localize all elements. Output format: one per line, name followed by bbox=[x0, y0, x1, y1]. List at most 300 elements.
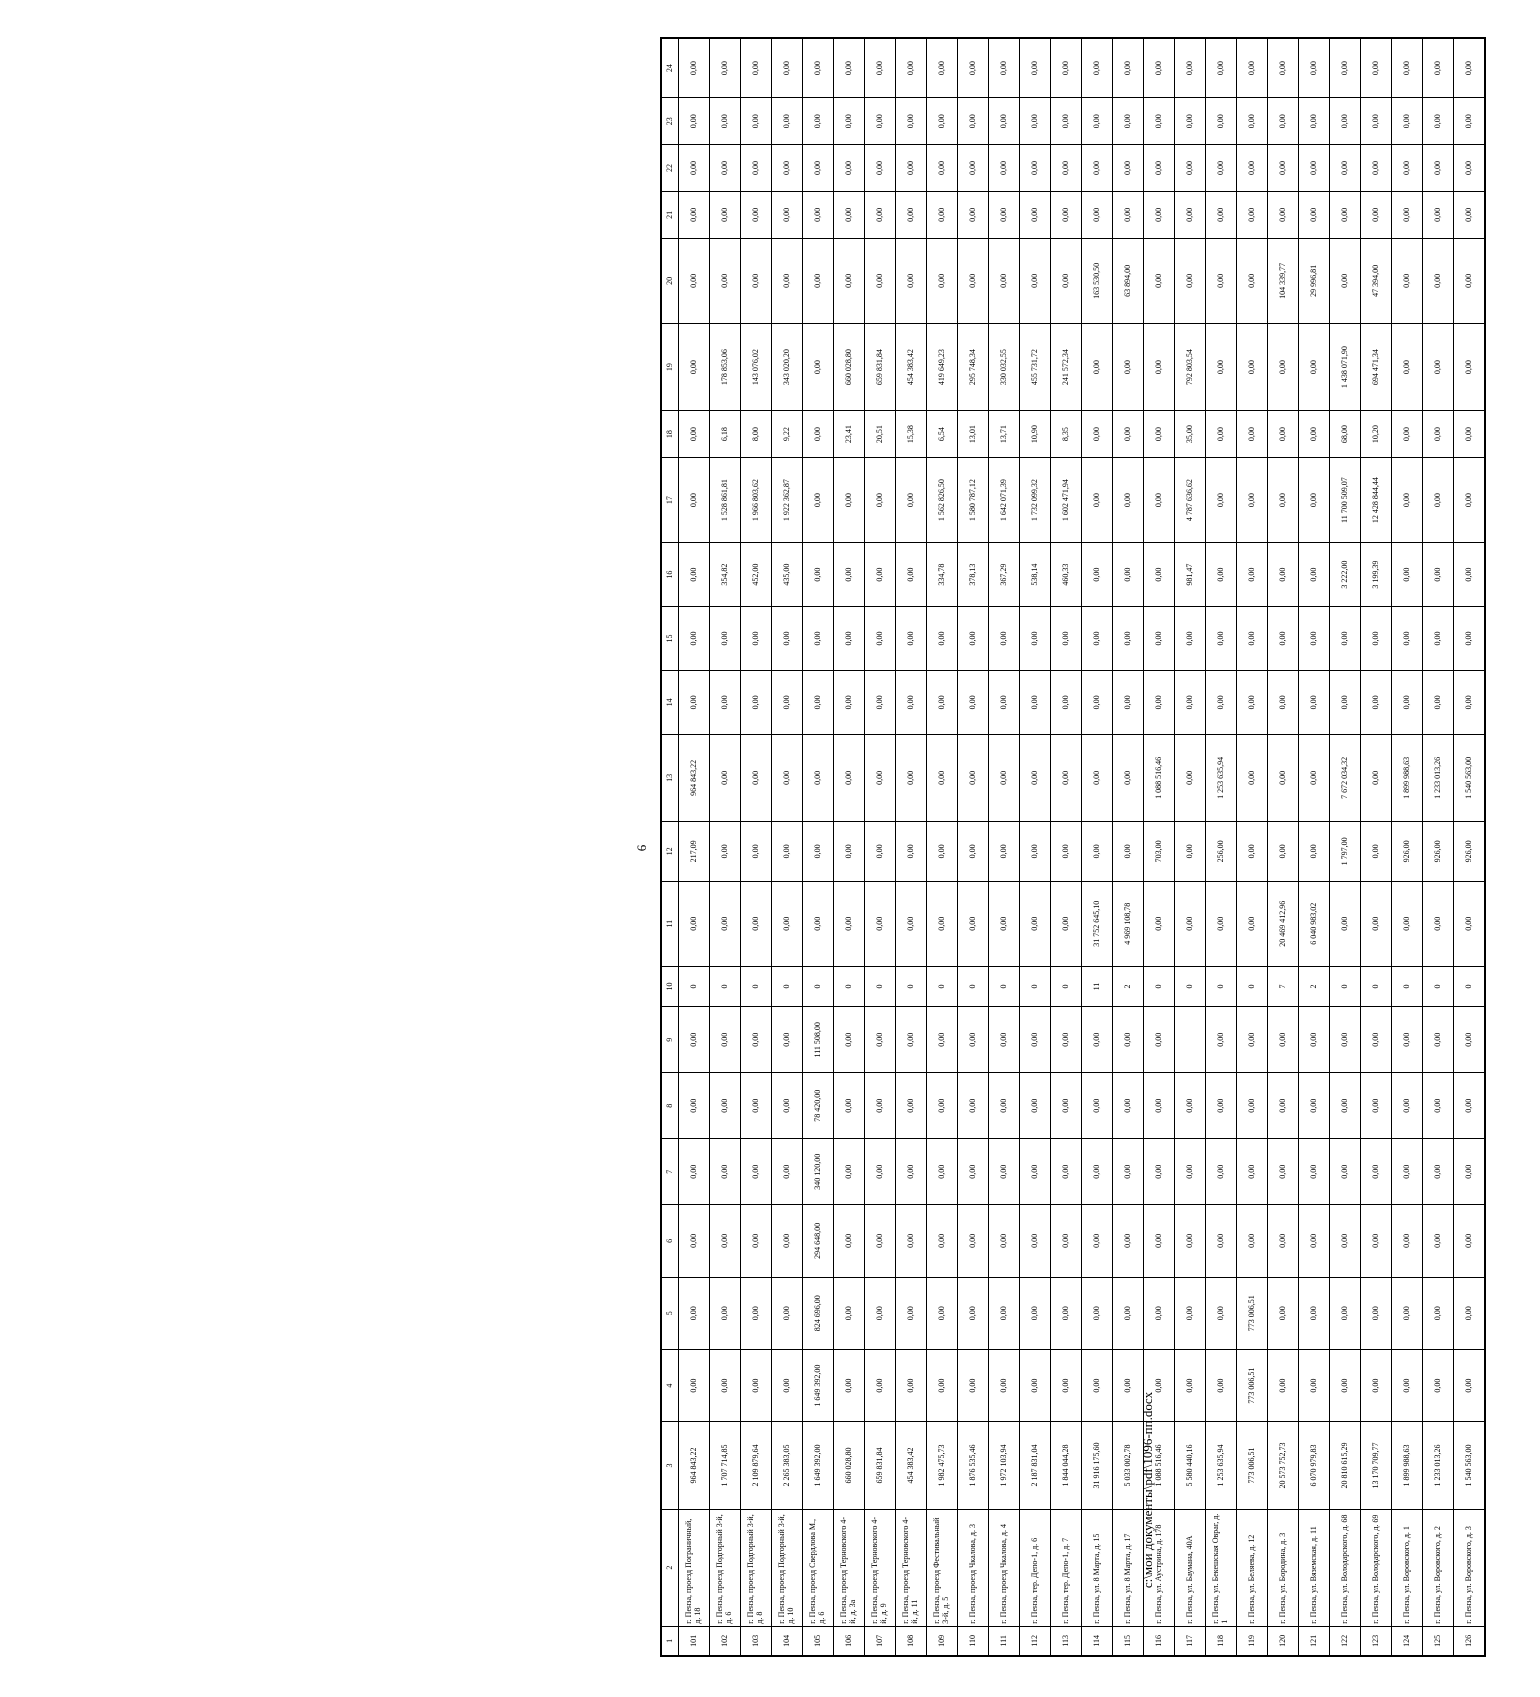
table-cell: 0,00 bbox=[1299, 458, 1330, 543]
table-cell: 0,00 bbox=[1020, 98, 1051, 145]
table-cell: 0,00 bbox=[1082, 1349, 1113, 1421]
table-cell: 1 844 044,28 bbox=[1051, 1422, 1082, 1509]
table-cell: 178 853,06 bbox=[710, 323, 741, 410]
table-cell: 0,00 bbox=[1144, 607, 1175, 671]
table-cell: 0,00 bbox=[1454, 1205, 1486, 1277]
table-cell: 0,00 bbox=[1082, 1139, 1113, 1205]
column-header: 22 bbox=[661, 145, 679, 192]
table-cell: 0,00 bbox=[865, 38, 896, 98]
table-cell: 0,00 bbox=[1423, 1007, 1454, 1073]
table-cell: 3 222,00 bbox=[1330, 543, 1361, 607]
table-cell: 0,00 bbox=[1206, 543, 1237, 607]
table-cell: 0,00 bbox=[1082, 1007, 1113, 1073]
table-cell: 0 bbox=[1051, 966, 1082, 1006]
table-cell: 0,00 bbox=[896, 1073, 927, 1139]
table-cell: 0,00 bbox=[679, 543, 710, 607]
table-cell: 0,00 bbox=[803, 607, 834, 671]
table-cell: 0,00 bbox=[896, 1007, 927, 1073]
table-cell: 0,00 bbox=[1051, 734, 1082, 821]
table-cell: 0,00 bbox=[1268, 670, 1299, 734]
table-cell: 0,00 bbox=[1423, 543, 1454, 607]
address-cell: г. Пенза, проезд Терновского 4-й, д. 9 bbox=[865, 1509, 896, 1626]
table-cell: 0,00 bbox=[772, 1205, 803, 1277]
table-cell: 0 bbox=[1237, 966, 1268, 1006]
column-header: 10 bbox=[661, 966, 679, 1006]
table-cell: 0,00 bbox=[896, 98, 927, 145]
table-cell: 0,00 bbox=[958, 822, 989, 882]
table-cell: 0,00 bbox=[1206, 145, 1237, 192]
table-cell: 0,00 bbox=[710, 191, 741, 238]
table-cell: 0,00 bbox=[1423, 238, 1454, 323]
table-cell: 0,00 bbox=[1175, 734, 1206, 821]
table-cell: 68,00 bbox=[1330, 411, 1361, 458]
table-cell: 0,00 bbox=[958, 191, 989, 238]
table-cell: 0,00 bbox=[1268, 191, 1299, 238]
table-cell: 0,00 bbox=[772, 734, 803, 821]
table-row bbox=[803, 38, 834, 1656]
table-cell: 0,00 bbox=[1392, 411, 1423, 458]
table-cell: 0,00 bbox=[803, 145, 834, 192]
table-cell: 0,00 bbox=[1268, 411, 1299, 458]
table-cell: 660 028,80 bbox=[834, 323, 865, 410]
table-cell: 0,00 bbox=[958, 734, 989, 821]
address-cell: г. Пенза, ул. Аустрина, д. 178 bbox=[1144, 1509, 1175, 1626]
table-cell: 0,00 bbox=[710, 1073, 741, 1139]
table-cell: 0,00 bbox=[1237, 98, 1268, 145]
table-cell: 1 642 071,39 bbox=[989, 458, 1020, 543]
table-cell: 0,00 bbox=[1423, 323, 1454, 410]
table-cell: 0,00 bbox=[1113, 607, 1144, 671]
table-cell: 0,00 bbox=[1423, 191, 1454, 238]
table-cell: 0,00 bbox=[1082, 1205, 1113, 1277]
table-cell: 0,00 bbox=[1392, 1277, 1423, 1349]
table-cell: 6 070 979,83 bbox=[1299, 1422, 1330, 1509]
table-cell: 109 bbox=[927, 1626, 958, 1656]
column-header: 6 bbox=[661, 1205, 679, 1277]
table-cell: 0,00 bbox=[989, 670, 1020, 734]
table-cell: 0,00 bbox=[1392, 323, 1423, 410]
table-cell: 330 032,55 bbox=[989, 323, 1020, 410]
table-cell: 0,00 bbox=[741, 238, 772, 323]
table-cell: 0,00 bbox=[1175, 38, 1206, 98]
table-cell: 0,00 bbox=[1175, 1205, 1206, 1277]
table-cell: 0,00 bbox=[1423, 145, 1454, 192]
column-header: 2 bbox=[661, 1509, 679, 1626]
table-cell: 118 bbox=[1206, 1626, 1237, 1656]
table-cell: 0,00 bbox=[958, 881, 989, 966]
table-cell: 1 732 099,32 bbox=[1020, 458, 1051, 543]
table-cell: 0,00 bbox=[710, 734, 741, 821]
table-cell: 0,00 bbox=[1361, 1349, 1392, 1421]
table-cell: 0,00 bbox=[1082, 411, 1113, 458]
column-header: 9 bbox=[661, 1007, 679, 1073]
table-cell: 0,00 bbox=[679, 1205, 710, 1277]
address-cell: г. Пенза, ул. 8 Марта, д. 17 bbox=[1113, 1509, 1144, 1626]
table-cell: 703,00 bbox=[1144, 822, 1175, 882]
table-cell: 0,00 bbox=[927, 191, 958, 238]
table-cell: 367,29 bbox=[989, 543, 1020, 607]
table-cell: 0,00 bbox=[989, 1277, 1020, 1349]
table-cell: 0,00 bbox=[1330, 607, 1361, 671]
table-cell: 0,00 bbox=[1082, 607, 1113, 671]
table-cell: 0,00 bbox=[1361, 1205, 1392, 1277]
table-cell: 0,00 bbox=[834, 458, 865, 543]
table-cell: 0,00 bbox=[1175, 145, 1206, 192]
table-cell: 0,00 bbox=[1175, 98, 1206, 145]
table-cell: 0,00 bbox=[1237, 38, 1268, 98]
table-cell: 0,00 bbox=[679, 38, 710, 98]
table-cell: 0,00 bbox=[741, 1073, 772, 1139]
table-cell: 0,00 bbox=[1113, 98, 1144, 145]
column-header: 7 bbox=[661, 1139, 679, 1205]
table-cell: 0,00 bbox=[710, 98, 741, 145]
table-cell: 115 bbox=[1113, 1626, 1144, 1656]
table-cell: 0,00 bbox=[1299, 822, 1330, 882]
address-cell: г. Пенза, проезд Подгорный 3-й, д. 8 bbox=[741, 1509, 772, 1626]
table-cell: 773 006,51 bbox=[1237, 1277, 1268, 1349]
table-cell: 5 033 002,78 bbox=[1113, 1422, 1144, 1509]
table-cell: 0,00 bbox=[1299, 1007, 1330, 1073]
table-cell: 0,00 bbox=[1330, 145, 1361, 192]
table-cell: 110 bbox=[958, 1626, 989, 1656]
table-cell: 11 bbox=[1082, 966, 1113, 1006]
table-row bbox=[1268, 38, 1299, 1656]
table-cell: 1 649 392,00 bbox=[803, 1349, 834, 1421]
table-cell: 0,00 bbox=[834, 734, 865, 821]
table-cell: 0,00 bbox=[1113, 1007, 1144, 1073]
table-cell: 0,00 bbox=[834, 822, 865, 882]
column-header: 8 bbox=[661, 1073, 679, 1139]
table-cell: 0,00 bbox=[710, 881, 741, 966]
table-cell: 0,00 bbox=[1237, 458, 1268, 543]
table-cell: 0,00 bbox=[803, 323, 834, 410]
rotated-table-container bbox=[660, 37, 1540, 1657]
table-cell: 0,00 bbox=[834, 670, 865, 734]
table-cell: 0,00 bbox=[772, 1349, 803, 1421]
table-cell: 0,00 bbox=[1020, 1349, 1051, 1421]
table-cell: 0,00 bbox=[958, 1073, 989, 1139]
table-cell: 1 899 988,63 bbox=[1392, 734, 1423, 821]
table-cell: 926,00 bbox=[1423, 822, 1454, 882]
column-header: 13 bbox=[661, 734, 679, 821]
table-cell: 0,00 bbox=[834, 191, 865, 238]
table-cell: 0,00 bbox=[1330, 1007, 1361, 1073]
table-cell: 6,54 bbox=[927, 411, 958, 458]
table-cell: 0,00 bbox=[1330, 881, 1361, 966]
table-cell: 0,00 bbox=[772, 238, 803, 323]
table-cell: 0,00 bbox=[834, 1073, 865, 1139]
table-cell: 0,00 bbox=[989, 1007, 1020, 1073]
table-cell: 31 916 175,60 bbox=[1082, 1422, 1113, 1509]
table-cell: 0,00 bbox=[927, 670, 958, 734]
table-cell: 0,00 bbox=[710, 1205, 741, 1277]
table-cell: 1 088 516,46 bbox=[1144, 734, 1175, 821]
table-cell: 20 469 412,96 bbox=[1268, 881, 1299, 966]
table-cell: 0,00 bbox=[1361, 191, 1392, 238]
table-cell: 0,00 bbox=[772, 1139, 803, 1205]
table-cell: 123 bbox=[1361, 1626, 1392, 1656]
table-cell: 0 bbox=[741, 966, 772, 1006]
table-cell: 0,00 bbox=[1020, 734, 1051, 821]
address-cell: г. Пенза, тер. Депо-1, д. 7 bbox=[1051, 1509, 1082, 1626]
table-cell: 0,00 bbox=[958, 98, 989, 145]
table-cell: 0,00 bbox=[989, 238, 1020, 323]
table-row bbox=[1175, 38, 1206, 1656]
table-cell: 0,00 bbox=[865, 881, 896, 966]
table-cell: 0,00 bbox=[1144, 1139, 1175, 1205]
table-cell: 0,00 bbox=[865, 543, 896, 607]
table-cell: 0,00 bbox=[1454, 1349, 1486, 1421]
table-cell: 106 bbox=[834, 1626, 865, 1656]
table-cell: 0,00 bbox=[896, 607, 927, 671]
table-cell: 0,00 bbox=[1113, 1073, 1144, 1139]
table-cell: 0 bbox=[679, 966, 710, 1006]
table-cell: 0,00 bbox=[803, 191, 834, 238]
table-cell: 0,00 bbox=[1330, 238, 1361, 323]
address-cell: г. Пенза, ул. Воровского, д. 3 bbox=[1454, 1509, 1486, 1626]
table-cell: 0,00 bbox=[772, 1007, 803, 1073]
table-cell: 0,00 bbox=[710, 1349, 741, 1421]
table-cell: 0 bbox=[1361, 966, 1392, 1006]
table-cell: 0,00 bbox=[803, 670, 834, 734]
table-cell: 0,00 bbox=[1268, 458, 1299, 543]
table-cell: 0,00 bbox=[958, 607, 989, 671]
table-cell: 0,00 bbox=[958, 238, 989, 323]
column-header: 4 bbox=[661, 1349, 679, 1421]
table-cell: 659 831,84 bbox=[865, 323, 896, 410]
address-cell: г. Пенза, ул. Баумана, 40А bbox=[1175, 1509, 1206, 1626]
table-row bbox=[710, 38, 741, 1656]
table-cell: 0,00 bbox=[1454, 191, 1486, 238]
table-cell: 0 bbox=[989, 966, 1020, 1006]
table-cell: 0,00 bbox=[1268, 1139, 1299, 1205]
table-cell: 0,00 bbox=[803, 543, 834, 607]
table-row bbox=[1330, 38, 1361, 1656]
table-cell: 6 040 983,02 bbox=[1299, 881, 1330, 966]
table-cell: 0,00 bbox=[896, 1139, 927, 1205]
table-cell: 0,00 bbox=[1206, 1277, 1237, 1349]
table-row bbox=[741, 38, 772, 1656]
table-cell: 0,00 bbox=[679, 1349, 710, 1421]
table-cell: 0,00 bbox=[1361, 607, 1392, 671]
table-cell: 0,00 bbox=[679, 881, 710, 966]
table-cell: 0,00 bbox=[1144, 38, 1175, 98]
table-cell: 163 530,50 bbox=[1082, 238, 1113, 323]
table-cell: 1 438 071,90 bbox=[1330, 323, 1361, 410]
table-cell: 0,00 bbox=[1423, 1277, 1454, 1349]
table-cell: 0,00 bbox=[958, 1277, 989, 1349]
column-header: 16 bbox=[661, 543, 679, 607]
table-row bbox=[1392, 38, 1423, 1656]
table-row bbox=[1082, 38, 1113, 1656]
table-cell: 0,00 bbox=[803, 411, 834, 458]
table-cell: 0,00 bbox=[1268, 734, 1299, 821]
table-cell: 0 bbox=[1206, 966, 1237, 1006]
address-cell: г. Пенза, проезд Фестивальный 3-й, д. 5 bbox=[927, 1509, 958, 1626]
table-cell: 0,00 bbox=[679, 670, 710, 734]
table-cell: 0 bbox=[896, 966, 927, 1006]
table-cell: 0,00 bbox=[1392, 98, 1423, 145]
column-header: 3 bbox=[661, 1422, 679, 1509]
table-cell: 0,00 bbox=[989, 734, 1020, 821]
table-cell: 0,00 bbox=[989, 822, 1020, 882]
table-cell: 10,20 bbox=[1361, 411, 1392, 458]
table-cell: 0,00 bbox=[1423, 98, 1454, 145]
table-cell: 0,00 bbox=[989, 98, 1020, 145]
table-cell: 0,00 bbox=[1454, 1007, 1486, 1073]
table-cell: 0,00 bbox=[1144, 670, 1175, 734]
table-cell: 0,00 bbox=[1020, 38, 1051, 98]
table-cell: 0,00 bbox=[834, 1007, 865, 1073]
table-cell: 0,00 bbox=[679, 411, 710, 458]
table-cell: 0,00 bbox=[1082, 98, 1113, 145]
table-cell: 0,00 bbox=[1113, 323, 1144, 410]
table-cell: 0,00 bbox=[1051, 670, 1082, 734]
table-cell: 0,00 bbox=[1330, 1277, 1361, 1349]
table-cell: 0,00 bbox=[989, 881, 1020, 966]
table-cell: 0,00 bbox=[1175, 881, 1206, 966]
table-cell: 0,00 bbox=[927, 822, 958, 882]
table-cell: 0,00 bbox=[1268, 38, 1299, 98]
table-cell: 0,00 bbox=[1299, 1349, 1330, 1421]
table-cell: 0,00 bbox=[1082, 458, 1113, 543]
table-cell: 694 471,34 bbox=[1361, 323, 1392, 410]
table-cell: 0,00 bbox=[865, 458, 896, 543]
table-cell: 0,00 bbox=[1423, 1205, 1454, 1277]
table-cell: 0,00 bbox=[1113, 191, 1144, 238]
column-header: 1 bbox=[661, 1626, 679, 1656]
table-cell: 0,00 bbox=[1020, 1139, 1051, 1205]
table-cell: 0,00 bbox=[1237, 1007, 1268, 1073]
table-cell: 0,00 bbox=[1144, 145, 1175, 192]
table-cell: 343 020,20 bbox=[772, 323, 803, 410]
table-cell: 0,00 bbox=[1206, 323, 1237, 410]
column-header: 15 bbox=[661, 607, 679, 671]
table-cell: 0,00 bbox=[1392, 670, 1423, 734]
table-row bbox=[1113, 38, 1144, 1656]
table-cell: 121 bbox=[1299, 1626, 1330, 1656]
table-cell: 0 bbox=[710, 966, 741, 1006]
table-cell: 0 bbox=[1144, 966, 1175, 1006]
table-cell: 0,00 bbox=[1299, 1139, 1330, 1205]
table-cell: 0,00 bbox=[710, 1139, 741, 1205]
table-cell: 0,00 bbox=[1082, 670, 1113, 734]
table-cell: 20 810 615,29 bbox=[1330, 1422, 1361, 1509]
column-header: 19 bbox=[661, 323, 679, 410]
table-cell: 0,00 bbox=[927, 98, 958, 145]
table-cell: 0,00 bbox=[834, 1139, 865, 1205]
address-cell: г. Пенза, проезд Свердлова М., д. 6 bbox=[803, 1509, 834, 1626]
table-cell: 1 797,00 bbox=[1330, 822, 1361, 882]
address-cell: г. Пенза, ул. Воровского, д. 2 bbox=[1423, 1509, 1454, 1626]
table-cell: 0,00 bbox=[989, 1205, 1020, 1277]
table-cell: 0,00 bbox=[1454, 1277, 1486, 1349]
table-row bbox=[1299, 38, 1330, 1656]
table-header-row bbox=[661, 38, 679, 1656]
table-cell: 1 876 535,46 bbox=[958, 1422, 989, 1509]
table-cell: 0,00 bbox=[1330, 191, 1361, 238]
table-cell: 0,00 bbox=[679, 191, 710, 238]
table-cell: 0,00 bbox=[834, 543, 865, 607]
table-cell: 0,00 bbox=[989, 38, 1020, 98]
table-cell: 0,00 bbox=[1454, 1073, 1486, 1139]
table-cell: 0,00 bbox=[1144, 238, 1175, 323]
table-cell: 0,00 bbox=[1361, 1007, 1392, 1073]
column-header: 21 bbox=[661, 191, 679, 238]
table-row bbox=[958, 38, 989, 1656]
table-cell: 0,00 bbox=[1051, 822, 1082, 882]
table-cell: 105 bbox=[803, 1626, 834, 1656]
table-cell: 0 bbox=[958, 966, 989, 1006]
table-cell: 334,78 bbox=[927, 543, 958, 607]
table-cell: 0,00 bbox=[679, 98, 710, 145]
table-cell: 454 383,42 bbox=[896, 1422, 927, 1509]
table-cell: 0,00 bbox=[1020, 1205, 1051, 1277]
table-cell: 0,00 bbox=[803, 38, 834, 98]
table-cell: 13,01 bbox=[958, 411, 989, 458]
table-cell: 0,00 bbox=[1454, 1139, 1486, 1205]
table-cell: 0,00 bbox=[1299, 670, 1330, 734]
table-cell: 0,00 bbox=[896, 1349, 927, 1421]
table-cell: 0,00 bbox=[679, 238, 710, 323]
table-row bbox=[1423, 38, 1454, 1656]
table-row bbox=[679, 38, 710, 1656]
table-cell: 378,13 bbox=[958, 543, 989, 607]
table-cell: 0,00 bbox=[896, 822, 927, 882]
table-cell: 0,00 bbox=[896, 145, 927, 192]
table-row bbox=[1051, 38, 1082, 1656]
table-cell: 0,00 bbox=[865, 607, 896, 671]
table-cell: 0,00 bbox=[927, 1007, 958, 1073]
table-cell: 0,00 bbox=[1454, 145, 1486, 192]
address-cell: г. Пенза, ул. Вяземская, д. 11 bbox=[1299, 1509, 1330, 1626]
table-cell: 0,00 bbox=[1392, 607, 1423, 671]
table-cell: 0,00 bbox=[679, 458, 710, 543]
table-cell: 0,00 bbox=[989, 145, 1020, 192]
table-row bbox=[896, 38, 927, 1656]
table-cell: 0,00 bbox=[1237, 145, 1268, 192]
table-cell: 0,00 bbox=[896, 1205, 927, 1277]
table-cell: 0,00 bbox=[679, 1277, 710, 1349]
table-cell: 0,00 bbox=[1051, 1205, 1082, 1277]
table-cell: 0,00 bbox=[710, 38, 741, 98]
column-header: 18 bbox=[661, 411, 679, 458]
table-cell: 0,00 bbox=[1175, 670, 1206, 734]
table-cell: 0 bbox=[772, 966, 803, 1006]
table-cell: 0,00 bbox=[1299, 734, 1330, 821]
table-cell: 1 088 516,46 bbox=[1144, 1422, 1175, 1509]
table-cell: 0,00 bbox=[1206, 411, 1237, 458]
table-cell: 0,00 bbox=[1423, 1139, 1454, 1205]
table-cell: 0,00 bbox=[1423, 607, 1454, 671]
table-cell: 0 bbox=[1454, 966, 1486, 1006]
table-cell: 0,00 bbox=[1144, 458, 1175, 543]
table-cell: 0,00 bbox=[1392, 238, 1423, 323]
table-cell: 0,00 bbox=[927, 881, 958, 966]
table-cell: 0,00 bbox=[1454, 411, 1486, 458]
address-cell: г. Пенза, ул. Бородина, д. 3 bbox=[1268, 1509, 1299, 1626]
table-cell: 143 076,02 bbox=[741, 323, 772, 410]
table-cell: 0,00 bbox=[1392, 1007, 1423, 1073]
table-cell: 0,00 bbox=[803, 98, 834, 145]
table-cell: 0,00 bbox=[1454, 98, 1486, 145]
table-cell: 0,00 bbox=[1144, 881, 1175, 966]
table-cell: 0,00 bbox=[741, 1349, 772, 1421]
table-cell: 0,00 bbox=[741, 145, 772, 192]
table-cell: 0,00 bbox=[1020, 670, 1051, 734]
table-cell: 0,00 bbox=[710, 822, 741, 882]
table-cell: 0,00 bbox=[803, 238, 834, 323]
